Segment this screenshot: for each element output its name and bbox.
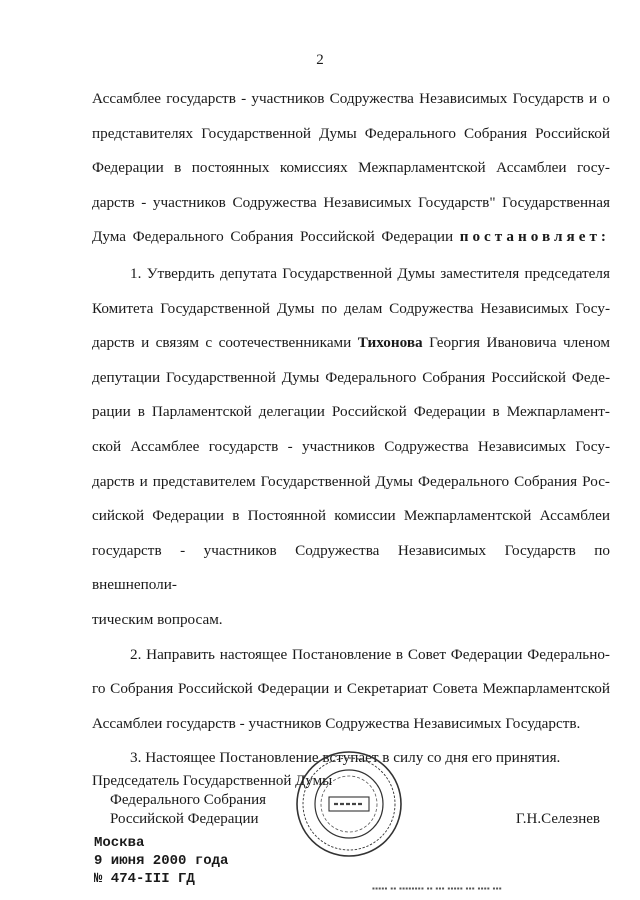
item-1-line: рации в Парламентской делегации Российской Федерации в Межпарламент- [92, 403, 610, 421]
item-2-line: го Собрания Российской Федерации и Секретариат Совета Межпарламентской [92, 680, 610, 698]
item-1-line: депутации Государственной Думы Федерального Собрания Российской Феде- [92, 368, 610, 386]
signatory-title-line: Российской Федерации [110, 811, 259, 827]
item-1-line: дарств и представителем Государственной Думы Федерального Собрания Рос- [92, 472, 610, 490]
text-fragment: Георгия Ивановича членом [429, 334, 611, 352]
text-line: Федерации в постоянных комиссиях Межпарламентской Ассамблеи госу- [92, 159, 610, 177]
item-1-line: государств - участников Содружества Независимых Государств по внешнеполи- [92, 541, 610, 594]
page-number: 2 [316, 52, 324, 68]
date: 9 июня 2000 года [94, 853, 229, 869]
item-1-line: тическим вопросам. [92, 610, 223, 628]
signatory-title-line: Федерального Собрания [110, 792, 267, 808]
person-surname: Тихонова [357, 334, 423, 352]
text-line: дарств - участников Содружества Независимых Государств" Государственная [92, 193, 610, 211]
city: Москва [94, 835, 145, 851]
signatory-title-line: Председатель Государственной Думы [92, 773, 333, 789]
text-line: Ассамблее государств - участников Содружества Независимых Государств и о [92, 90, 610, 107]
place-date-number [94, 834, 228, 888]
item-2-line: Ассамблеи государств - участников Содружества Независимых Государств. [92, 714, 581, 732]
item-1-line [92, 326, 610, 361]
text-fragment: Дума Федерального Собрания Российской Федерации [92, 228, 454, 246]
item-1-line: Комитета Государственной Думы по делам Содружества Независимых Госу- [92, 299, 610, 317]
item-1-line: ской Ассамблее государств - участников Содружества Независимых Госу- [92, 437, 610, 455]
item-2-line: 2. Направить настоящее Постановление в Совет Федерации Федерально- [130, 645, 610, 663]
text-line: представителях Государственной Думы Федерального Собрания Российской [92, 124, 610, 142]
item-3-line: 3. Настоящее Постановление вступает в силу со дня его принятия. [130, 749, 561, 767]
item-1-line: сийской Федерации в Постоянной комиссии Межпарламентской Ассамблеи [92, 507, 610, 525]
text-fragment: дарств и связям с соотечественниками [92, 334, 352, 352]
decree-word: постановляет: [459, 228, 610, 246]
footer-print-code: ▪▪▪▪▪ ▪▪ ▪▪▪▪▪▪▪▪ ▪▪ ▪▪▪ ▪▪▪▪▪ ▪▪▪ ▪▪▪▪ ▪▪▪ [372, 884, 502, 893]
item-1-line: 1. Утвердить депутата Государственной Думы заместителя председателя [130, 264, 610, 282]
signatory-name: Г.Н.Селезнев [515, 811, 600, 827]
signatory-title [92, 772, 332, 829]
document-body [92, 82, 610, 776]
decree-number: № 474-III ГД [94, 871, 195, 887]
text-line [92, 220, 610, 255]
